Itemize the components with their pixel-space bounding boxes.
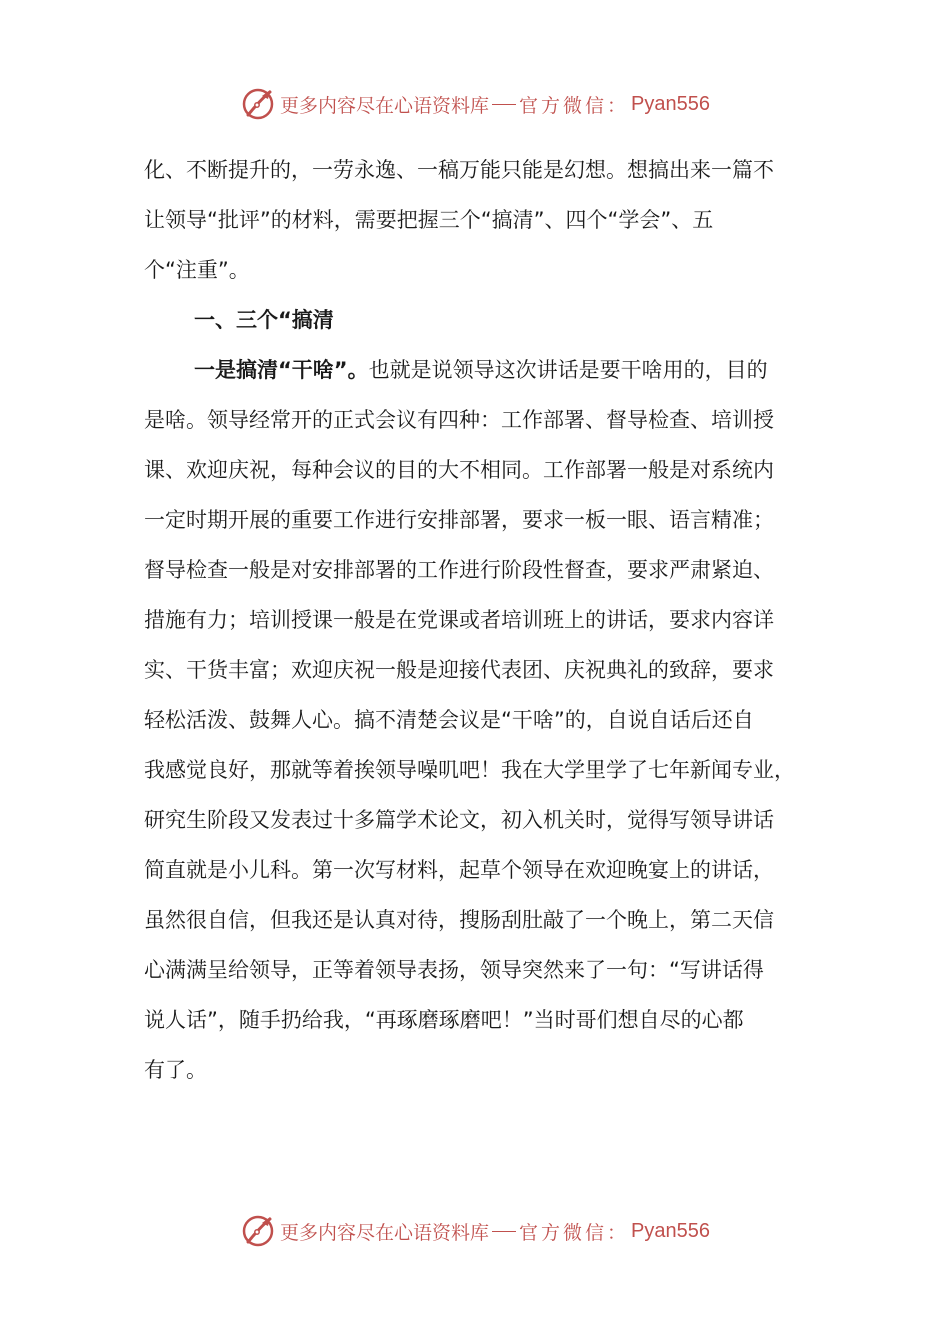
header-banner bbox=[0, 84, 950, 124]
text-line: 是啥。领导经常开的正式会议有四种：工作部署、督导检查、培训授 bbox=[144, 408, 774, 432]
text-line: 研究生阶段又发表过十多篇学术论文，初入机关时，觉得写领导讲话 bbox=[144, 808, 774, 832]
pen-nib-logo-icon bbox=[240, 1213, 276, 1249]
text-line: 简直就是小儿科。第一次写材料，起草个领导在欢迎晚宴上的讲话， bbox=[144, 858, 774, 882]
text-line: 说人话”，随手扔给我，“再琢磨琢磨吧！”当时哥们想自尽的心都 bbox=[144, 1008, 744, 1032]
paragraph-lead-line bbox=[144, 345, 804, 395]
text-line: 个“注重”。 bbox=[144, 258, 250, 282]
text-line: 心满满呈给领导，正等着领导表扬，领导突然来了一句：“写讲话得 bbox=[144, 958, 764, 982]
document-body bbox=[144, 145, 804, 1095]
text-line: 轻松活泼、鼓舞人心。搞不清楚会议是“干啥”的，自说自话后还自 bbox=[144, 708, 754, 732]
header-dash bbox=[492, 104, 516, 105]
footer-wechat-id: Pyan556 bbox=[631, 1219, 710, 1242]
text-line: 督导检查一般是对安排部署的工作进行阶段性督查，要求严肃紧迫、 bbox=[144, 558, 774, 582]
paragraph-lead-bold: 一是搞清“干啥”。 bbox=[194, 358, 369, 382]
pen-nib-logo-icon bbox=[240, 86, 276, 122]
text-line: 实、干货丰富；欢迎庆祝一般是迎接代表团、庆祝典礼的致辞，要求 bbox=[144, 658, 774, 682]
text-line: 让领导“批评”的材料，需要把握三个“搞清”、四个“学会”、五 bbox=[144, 208, 714, 232]
text-line: 我感觉良好，那就等着挨领导噪叽吧！我在大学里学了七年新闻专业， bbox=[144, 758, 795, 782]
footer-main-text: 更多内容尽在心语资料库 bbox=[280, 1221, 490, 1244]
text-line: 措施有力；培训授课一般是在党课或者培训班上的讲话，要求内容详 bbox=[144, 608, 774, 632]
text-line: 课、欢迎庆祝，每种会议的目的大不相同。工作部署一般是对系统内 bbox=[144, 458, 774, 482]
section-heading: 一、三个“搞清 bbox=[194, 308, 334, 332]
text-line: 有了。 bbox=[144, 1058, 207, 1082]
footer-banner bbox=[0, 1211, 950, 1251]
footer-wechat-label: 官方微信： bbox=[519, 1221, 630, 1244]
text-line: 一定时期开展的重要工作进行安排部署，要求一板一眼、语言精准； bbox=[144, 508, 774, 532]
header-main-text: 更多内容尽在心语资料库 bbox=[280, 94, 490, 117]
header-wechat-label: 官方微信： bbox=[519, 94, 630, 117]
text-line: 虽然很自信，但我还是认真对待，搜肠刮肚敲了一个晚上，第二天信 bbox=[144, 908, 774, 932]
paragraph-lead-rest: 也就是说领导这次讲话是要干啥用的，目的 bbox=[368, 358, 768, 382]
footer-dash bbox=[492, 1231, 516, 1232]
header-wechat-id: Pyan556 bbox=[631, 92, 710, 115]
text-line: 化、不断提升的，一劳永逸、一稿万能只能是幻想。想搞出来一篇不 bbox=[144, 158, 774, 182]
